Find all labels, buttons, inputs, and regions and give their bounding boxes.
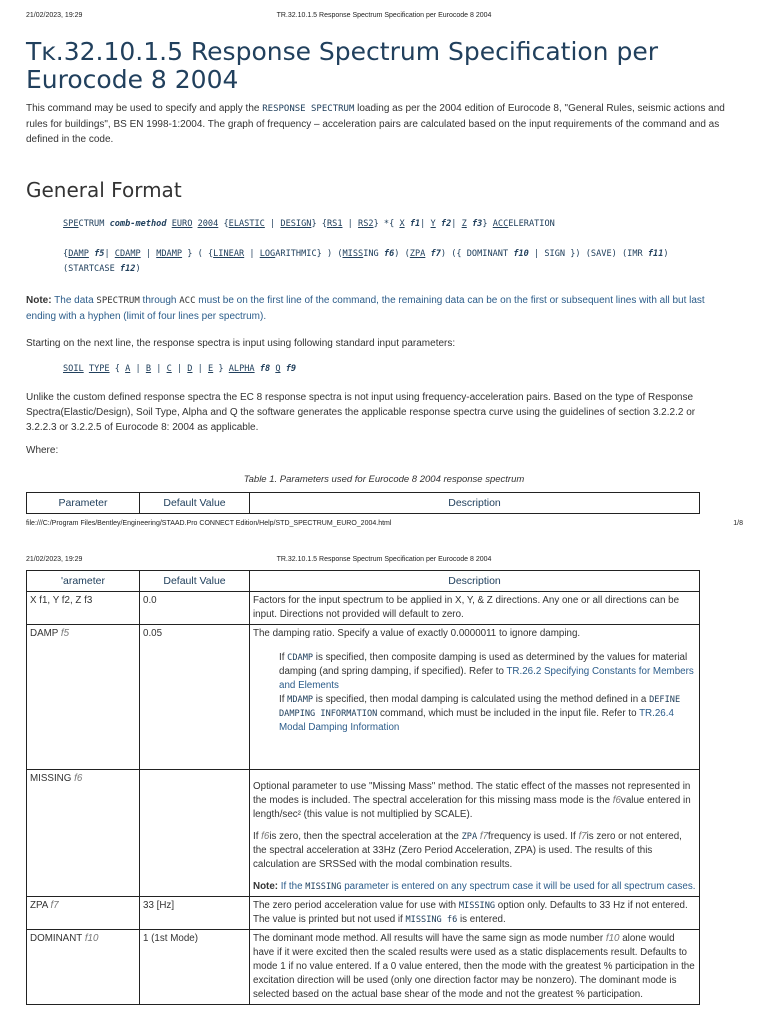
param-cell: DOMINANT f10 (27, 930, 140, 1005)
cdamp-link[interactable]: TR.26.2 Specifying Constants for Members and Elements (279, 666, 694, 691)
table-row-xyz (27, 592, 700, 625)
parameters-table (26, 570, 700, 1005)
default-cell: 1 (1st Mode) (140, 930, 250, 1005)
intro-paragraph: This command may be used to specify and apply the RESPONSE SPECTRUM loading as per the 2004 edition of Eurocode 8, "General Rules, seismic actions and rules for buildings", BS EN 1998-1:2004. The graph of frequency – acceleration pairs are calculated based on the input requirements of the command and as defined in the code. (26, 103, 725, 145)
table-row-zpa (27, 897, 700, 930)
description-cell: The dominant mode method. All results will have the same sign as mode number f10 alone would have if it were excited then the scaled results were used as a static displacements result. Defaults to mode 1 if no value entered. If a 0 value entered, then the mode with the greatest % participation in the excitation direction will be used (only one direction factor may be nonzero). The dominant mode is selected based on the actual base shear of the mode and not the greatest % participation. (250, 930, 700, 1005)
cdamp-text: If CDAMP is specified, then composite damping is used as determined by the values for material damping (and spring damping, if specified). Refer to TR.26.2 Specifying Constants for Members and Elements (279, 652, 694, 691)
col-description: Description (250, 493, 700, 514)
unlike-paragraph: Unlike the custom defined response spectra the EC 8 response spectra is not input using frequency-acceleration pairs. Based on the type of Response Spectra(Elastic/Design), Soil Type, Alpha and Q the software generates the applicable response spectra curve using the guidelines of section 3.2.2.2 or 3.2.2.3 or 3.2.2.5 of Eurocode 8: 2004 as applicable. (26, 392, 696, 433)
param-cell: MISSING f6 (27, 770, 140, 897)
description-cell: Factors for the input spectrum to be applied in X, Y, & Z directions. Any one or all directions can be input. Directions not provided will default to zero. (250, 592, 700, 625)
param-cell: DAMP f5 (27, 625, 140, 770)
syntax-line-2: {DAMP f5| CDAMP | MDAMP } ( {LINEAR | LOGARITHMIC} ) (MISSING f6) (ZPA f7) ({ DOMINANT f10 | SIGN }) (SAVE) (IMR f11) (STARTCASE f12) (63, 249, 669, 274)
col-default-value: Default Value (140, 571, 250, 592)
where-label: Where: (26, 445, 59, 456)
description-cell: Optional parameter to use "Missing Mass" method. The static effect of the masses not represented in the modes is included. The spectral acceleration for this missing mass mode is the f6value entered in length/sec² (this value is not multiplied by SCALE). If f6is zero, then the spectral acceleration at the ZPA f7frequency is used. If f7is zero or not entered, the spectral acceleration at 33Hz (Zero Period Acceleration, ZPA) is used. The results of this calculation are SRSSed with the modal combination results. Note: If the MISSING parameter is entered on any spectrum case it will be used for all spectrum cases. (250, 770, 700, 897)
table-row-dominant (27, 930, 700, 1005)
footer-path: file:///C:/Program Files/Bentley/Engineering/STAAD.Pro CONNECT Edition/Help/STD_SPECTRUM_EURO_2004.html (26, 520, 392, 527)
syntax-line-1: SPECTRUM comb-method EURO 2004 {ELASTIC | DESIGN} {RS1 | RS2} *{ X f1| Y f2| Z f3} ACCELERATION (63, 219, 555, 229)
parameters-table-head-page1 (26, 492, 700, 514)
header-date: 21/02/2023, 19:29 (26, 12, 83, 19)
starting-text: Starting on the next line, the response spectra is input using following standard input parameters: (26, 338, 456, 349)
section-heading-general-format: General Format (26, 178, 182, 202)
param-cell: ZPA f7 (27, 897, 140, 930)
mdamp-link[interactable]: TR.26.4 Modal Damping Information (279, 708, 674, 733)
header-title: TR.32.10.1.5 Response Spectrum Specification per Eurocode 8 2004 (276, 556, 492, 563)
default-cell: 0.0 (140, 592, 250, 625)
mdamp-text: If MDAMP is specified, then modal damping is calculated using the method defined in a DEFINE DAMPING INFORMATION command, which must be included in the input file. Refer to TR.26.4 Modal Damping Information (279, 694, 681, 733)
description-cell: The damping ratio. Specify a value of exactly 0.0000011 to ignore damping. If CDAMP is specified, then composite damping is used as determined by the values for material damping (and spring damping, if specified). Refer to TR.26.2 Specifying Constants for Members and Elements If MDAMP is specified, then modal damping is calculated using the method defined in a DEFINE DAMPING INFORMATION command, which must be included in the input file. Refer to TR.26.4 Modal Damping Information (250, 625, 700, 770)
header-title: TR.32.10.1.5 Response Spectrum Specification per Eurocode 8 2004 (276, 12, 492, 19)
default-cell: 0.05 (140, 625, 250, 770)
default-cell (140, 770, 250, 897)
table-row-missing (27, 770, 700, 897)
col-description: Description (250, 571, 700, 592)
col-default-value: Default Value (140, 493, 250, 514)
syntax-soil: SOIL TYPE { A | B | C | D | E } ALPHA f8 Q f9 (63, 364, 297, 374)
note-first-line: Note: The data SPECTRUM through ACC must be on the first line of the command, the remaining data can be on the first or subsequent lines with all but last ending with a hyphen (limit of four lines per spectrum). (26, 295, 705, 322)
default-cell: 33 [Hz] (140, 897, 250, 930)
description-cell: The zero period acceleration value for use with MISSING option only. Defaults to 33 Hz if not entered. The value is printed but not used if MISSING f6 is entered. (250, 897, 700, 930)
param-cell: X f1, Y f2, Z f3 (27, 592, 140, 625)
header-date: 21/02/2023, 19:29 (26, 556, 83, 563)
table-row-damp (27, 625, 700, 770)
footer-page-number: 1/8 (733, 520, 743, 527)
missing-note: Note: If the MISSING parameter is entered on any spectrum case it will be used for all spectrum cases. (253, 881, 696, 892)
col-parameter: Parameter (27, 493, 140, 514)
col-parameter: 'arameter (27, 571, 140, 592)
page-title: Tĸ.32.10.1.5 Response Spectrum Specification per Eurocode 8 2004 (26, 37, 659, 94)
table-caption: Table 1. Parameters used for Eurocode 8 2004 response spectrum (243, 474, 525, 485)
